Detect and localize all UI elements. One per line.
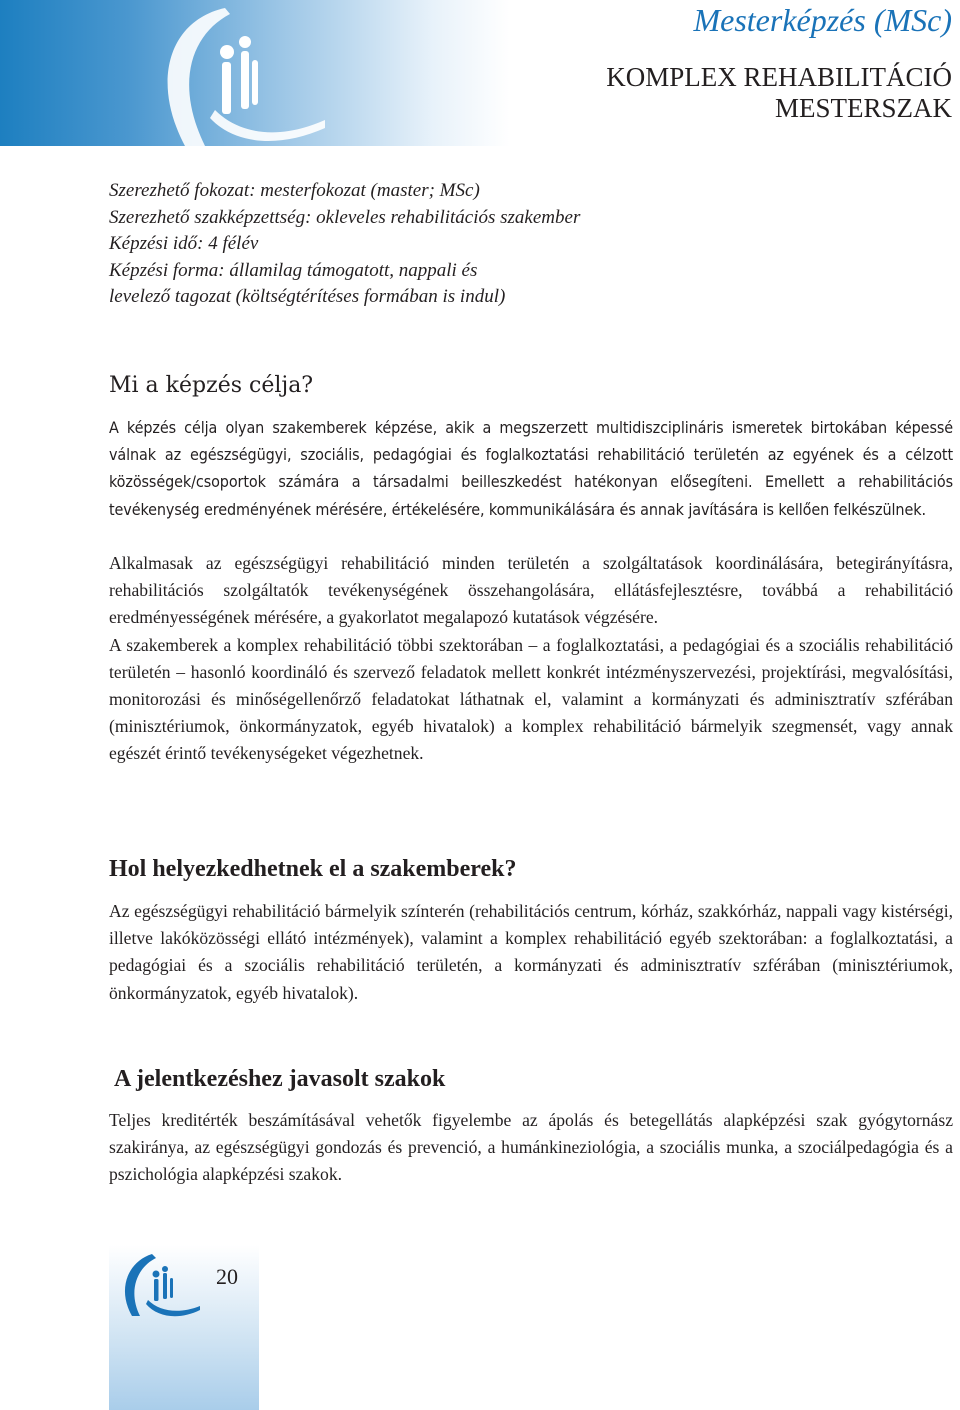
recommended-paragraph: Teljes kreditérték beszámításával vehetők figyelembe az ápolás és betegellátás alapképzési szak gyógytornász szakiránya, az egészségügyi gondozás és prevenció, a humánkineziológia, a szociális munka, a szociálpedagógia és a pszichológia alapképzési szakok. <box>109 1110 953 1185</box>
section-body-recommended <box>109 1107 953 1189</box>
goal-paragraph-2: Alkalmasak az egészségügyi rehabilitáció minden területén a szolgáltatások koordinálására, betegirányításra, rehabilitációs szolgáltatók tevékenységének összehangolására, ellátásfejlesztésre, továbbá a rehabilitáció eredményességének mérésére, a gyakorlatot megalapozó kutatások végzésére. <box>109 553 953 628</box>
university-logo-icon <box>130 0 330 146</box>
info-form: Képzési forma: államilag támogatott, nappali és <box>109 259 478 281</box>
section-body-goal <box>109 414 953 523</box>
page-title <box>606 62 952 124</box>
page-title-line-2: MESTERSZAK <box>774 93 952 123</box>
page-number: 20 <box>216 1264 238 1289</box>
footer-logo-icon <box>112 1250 202 1320</box>
goal-paragraph-1: A képzés célja olyan szakemberek képzése, akik a megszerzett multidiszciplináris ismeretek birtokában képessé válnak az egészségügyi, szociális, pedagógiai és foglalkoztatási rehabilitáció területén az egyének és a célzott közösségek/csoportok számára a társadalmi beilleszkedést hatékonyan elősegíteni. Emellett a rehabilitációs tevékenység eredményének mérésére, értékelésére, kommunikálására és annak javítására is kellően felkészülnek. <box>109 418 953 519</box>
program-info <box>109 178 580 311</box>
series-title: Mesterképzés (MSc) <box>693 2 952 38</box>
page-title-line-1: KOMPLEX REHABILITÁCIÓ <box>606 62 952 92</box>
section-heading-goal: Mi a képzés célja? <box>109 373 314 398</box>
info-qualification: Szerezhető szakképzettség: okleveles rehabilitációs szakember <box>109 206 581 228</box>
info-form-continued: levelező tagozat (költségtérítéses formában is indul) <box>109 286 506 307</box>
section-heading-recommended: A jelentkezéshez javasolt szakok <box>114 1066 446 1092</box>
section-heading-jobs: Hol helyezkedhetnek el a szakemberek? <box>109 856 517 882</box>
section-body-jobs <box>109 898 953 1007</box>
goal-paragraph-3: A szakemberek a komplex rehabilitáció többi szektorában – a foglalkoztatási, a pedagógiai és a szociális rehabilitáció területén – hasonló koordináló és szervező feladatok mellett konkrét intézményszervezési, projektírási, megvalósítási, monitorozási és minőségellenőrző feladatokat láthatnak el, valamint a kormányzati és adminisztratív szférában (minisztériumok, önkormányzatok, egyéb hivatalok) a komplex rehabilitáció bármelyik szegmensét, vagy annak egészét érintő tevékenységeket végezhetnek. <box>109 634 953 764</box>
section-body-goal-more <box>109 550 953 768</box>
info-degree: Szerezhető fokozat: mesterfokozat (master; MSc) <box>109 180 480 201</box>
info-duration: Képzési idő: 4 félév <box>109 233 259 254</box>
jobs-paragraph: Az egészségügyi rehabilitáció bármelyik színterén (rehabilitációs centrum, kórház, szakkórház, nappali vagy kistérségi, illetve lakóközösségi ellátó intézmények), valamint a komplex rehabilitáció egyéb szektorában: a foglalkoztatási, a pedagógiai és a szociális rehabilitáció területén, a kormányzati és adminisztratív szférában (minisztériumok, önkormányzatok, egyéb hivatalok). <box>109 901 953 1003</box>
